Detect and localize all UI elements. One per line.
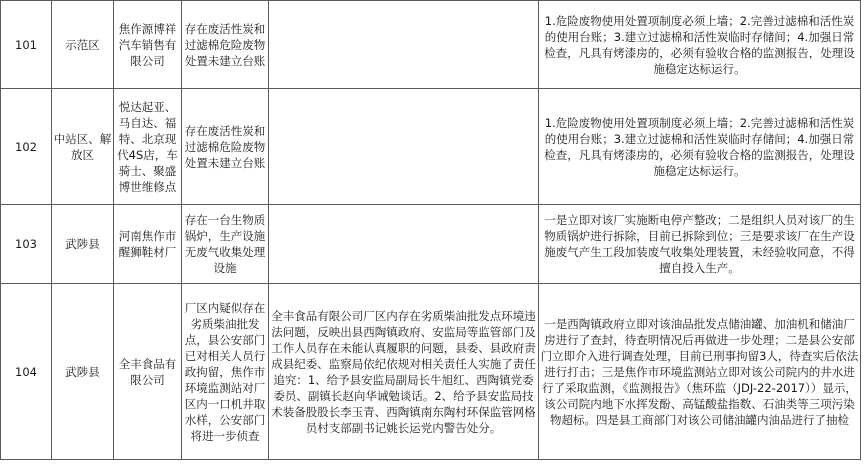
company-cell: 焦作源博祥汽车销售有限公司	[114, 1, 182, 89]
measure-cell: 一是立即对该厂实施断电停产整改；二是组织人员对该厂的生物质锅炉进行拆除，目前已拆除到位；三是要求该厂在生产设施废气产生工段加装废气收集处理装置，未经验收同意，不得擅自投入生产。	[539, 205, 861, 284]
row-number: 103	[1, 205, 52, 284]
table-row	[1, 1, 861, 89]
accountability-cell	[269, 89, 539, 205]
row-number: 104	[1, 284, 52, 460]
problem-cell: 厂区内疑似存在劣质柴油批发点，县公安部门已对相关人员行政拘留，焦作市环境监测站对厂区内一口机井取水样，公安部门将进一步侦查	[182, 284, 269, 460]
company-cell: 全丰食品有限公司	[114, 284, 182, 460]
measure-cell: 一是西陶镇政府立即对该油品批发点储油罐、加油机和储油厂房进行了查封，待查明情况后再做进一步处理；二是县公安部门立即介入进行调查处理，目前已刑事拘留3人，待查实后依法进行打击；三是焦作市环境监测站立即对该公司院内的井水进行了采取监测，《监测报告》（焦环监（JDJ-22-2017））显示，该公司院内地下水挥发酚、高锰酸盐指数、石油类等三项污染物超标。四是县工商部门对该公司储油罐内油品进行了抽检	[539, 284, 861, 460]
region-cell: 武陟县	[52, 205, 114, 284]
problem-cell: 存在一台生物质锅炉，生产设施无废气收集处理设施	[182, 205, 269, 284]
table-row	[1, 205, 861, 284]
region-cell: 武陟县	[52, 284, 114, 460]
problem-cell: 存在废活性炭和过滤棉危险废物处置未建立台账	[182, 1, 269, 89]
row-number: 101	[1, 1, 52, 89]
measure-cell: 1.危险废物使用处置项制度必须上墙；2.完善过滤棉和活性炭的使用台账；3.建立过滤棉和活性炭临时存储间；4.加强日常检查，凡具有烤漆房的，必须有验收合格的监测报告，处理设施稳定达标运行。	[539, 89, 861, 205]
measure-cell: 1.危险废物使用处置项制度必须上墙；2.完善过滤棉和活性炭的使用台账；3.建立过滤棉和活性炭临时存储间；4.加强日常检查，凡具有烤漆房的，必须有验收合格的监测报告，处理设施稳定达标运行。	[539, 1, 861, 89]
company-cell: 悦达起亚、马自达、福特、北京现代4S店，车骑士、聚盛博世维修点	[114, 89, 182, 205]
region-cell: 示范区	[52, 1, 114, 89]
accountability-cell	[269, 205, 539, 284]
accountability-cell: 全丰食品有限公司厂区内存在劣质柴油批发点环境违法问题，反映出县西陶镇政府、安监局等监管部门及工作人员存在未能认真履职的问题，县委、县政府责成县纪委、监察局依纪依规对相关责任人实施了责任追究：1、给予县安监局副局长牛旭红、西陶镇党委委员、副镇长赵向华诫勉谈话。2、给予县安监局技术装备股股长李玉青、西陶镇南东陶村环保监管网格员村支部副书记姚长运党内警告处分。	[269, 284, 539, 460]
company-cell: 河南焦作市醒狮鞋材厂	[114, 205, 182, 284]
problem-cell: 存在废活性炭和过滤棉危险废物处置未建立台账	[182, 89, 269, 205]
table-row	[1, 89, 861, 205]
region-cell: 中站区、解放区	[52, 89, 114, 205]
row-number: 102	[1, 89, 52, 205]
table-row	[1, 284, 861, 460]
accountability-cell	[269, 1, 539, 89]
